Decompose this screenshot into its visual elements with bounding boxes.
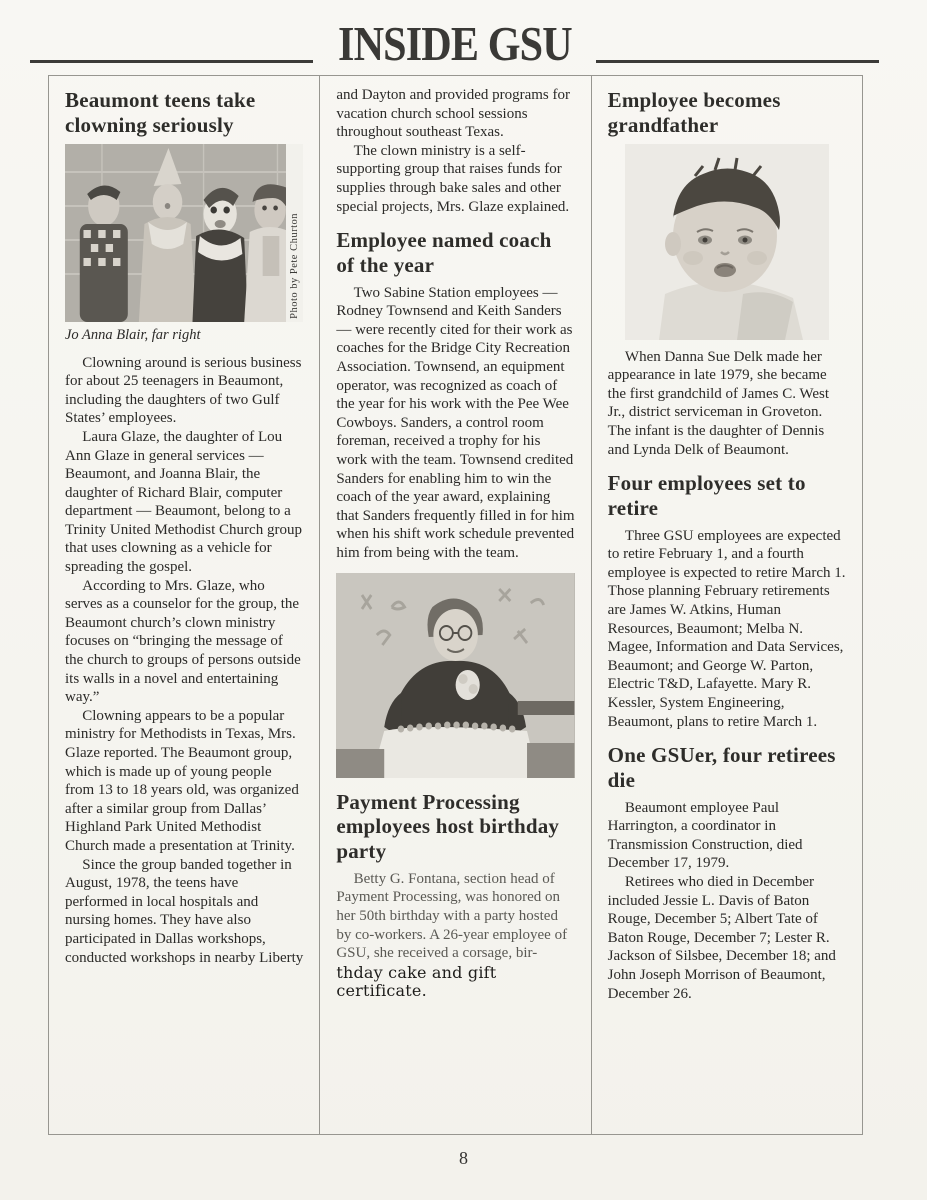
paragraph: Clowning around is serious business for about 25 teenagers in Beaumont, including the daughters of two Gulf States’ employees.	[65, 354, 302, 427]
headline-grandfather: Employee becomes grandfather	[607, 88, 781, 137]
paragraph: Two Sabine Station employees — Rodney Townsend and Keith Sanders — were recently cited for their work as coaches for the Bridge City Recreation Association. Townsend, an equipment operator, was recognized as coach of the year for his work with the Pee Wee Cowboys. Sanders, a control room foreman, received a trophy for his work with the team. Townsend credited Sanders for enabling him to win the coach of the year award, explaining that Sanders frequently filled in for him when his shift work schedule prevented him from being with the team.	[336, 284, 575, 561]
headline-clowns: Beaumont teens take clowning seriously	[65, 88, 256, 137]
baby-photo	[625, 144, 829, 340]
headline-birthday: Payment Processing employees host birthday party	[336, 789, 560, 864]
headline-coach: Employee named coach of the year	[336, 228, 552, 277]
photo-caption: Jo Anna Blair, far right	[65, 326, 201, 343]
column-1	[49, 76, 319, 1134]
paragraph: Since the group banded together in August, 1978, the teens have performed in local hospitals and nursing homes. They have also participated in Dallas workshops, conducted workshops in nearby Liberty	[65, 856, 304, 966]
photo-credit-strip	[286, 144, 303, 322]
birthday-party-photo-art	[336, 573, 574, 778]
correction-line: thday cake and gift certificate.	[336, 962, 497, 1001]
paragraph: Retirees who died in December included Jessie L. Davis of Baton Rouge, December 5; Albert Tate of Baton Rouge, December 7; Lester R. Jackson of Silsbee, December 18; and John Joseph Morrison of Beaumont, December 26.	[607, 874, 836, 1002]
masthead-rule-left	[30, 60, 313, 63]
paragraph: Clowning appears to be a popular ministry for Methodists in Texas, Mrs. Glaze reported. The Beaumont group, which is made up of young people from 13 to 18 years old, was organized after a similar group from Dallas’ Highland Park United Methodist Church made a presentation at Trinity.	[65, 707, 299, 854]
page-frame	[48, 75, 863, 1135]
photo-credit-text: Photo by Pete Churton	[289, 212, 301, 319]
paragraph: Laura Glaze, the daughter of Lou Ann Glaze in general services — Beaumont, and Joanna Blair, the daughter of Richard Blair, computer department — Beaumont, belong to a Trinity United Methodist Church group that uses clowning as a vehicle for spreading the gospel.	[65, 428, 302, 576]
masthead-title: INSIDE GSU	[337, 16, 572, 71]
paragraph-birthday	[336, 870, 574, 1001]
paragraph: Beaumont employee Paul Harrington, a coordinator in Transmission Construction, died December 17, 1979.	[607, 799, 803, 872]
column-3	[591, 76, 862, 1134]
clown-group-photo-art	[65, 144, 303, 322]
paragraph: and Dayton and provided programs for vacation church school sessions throughout southeast Texas.	[336, 87, 571, 141]
paragraph: Three GSU employees are expected to retire February 1, and a fourth employee is expected to retire March 1. Those planning February retirements are James W. Atkins, Human Resources, Beaumont; Melba N. Magee, Information and Data Services, Beaumont; and George W. Parton, Electric T&D, Lafayette. Mary R. Kessler, System Engineering, Beaumont, plans to retire March 1.	[607, 527, 846, 730]
baby-photo-art	[625, 144, 829, 340]
birthday-party-photo	[336, 573, 574, 778]
birthday-body-text: Betty G. Fontana, section head of Payment Processing, was honored on her 50th birthday with a party hosted by co-workers. A 26-year employee of GSU, she received a corsage, bir-	[336, 870, 568, 962]
clown-group-photo	[65, 144, 303, 322]
paragraph: The clown ministry is a self-supporting group that raises funds for supplies through bake sales and other special projects, Mrs. Glaze explained.	[336, 142, 570, 215]
masthead	[30, 10, 879, 71]
masthead-rule-right	[596, 60, 879, 63]
paragraph: According to Mrs. Glaze, who serves as a counselor for the group, the Beaumont church’s clown ministry focuses on “bringing the message of the church to groups of persons outside its walls in a novel and entertaining way.”	[65, 577, 301, 706]
page-number: 8	[459, 1148, 468, 1168]
paragraph: When Danna Sue Delk made her appearance in late 1979, she became the first grandchild of James C. West Jr., district serviceman in Groveton. The infant is the daughter of Dennis and Lynda Delk of Beaumont.	[607, 348, 830, 458]
headline-retire: Four employees set to retire	[607, 471, 806, 520]
headline-deaths: One GSUer, four retirees die	[607, 743, 836, 792]
column-2	[319, 76, 590, 1134]
